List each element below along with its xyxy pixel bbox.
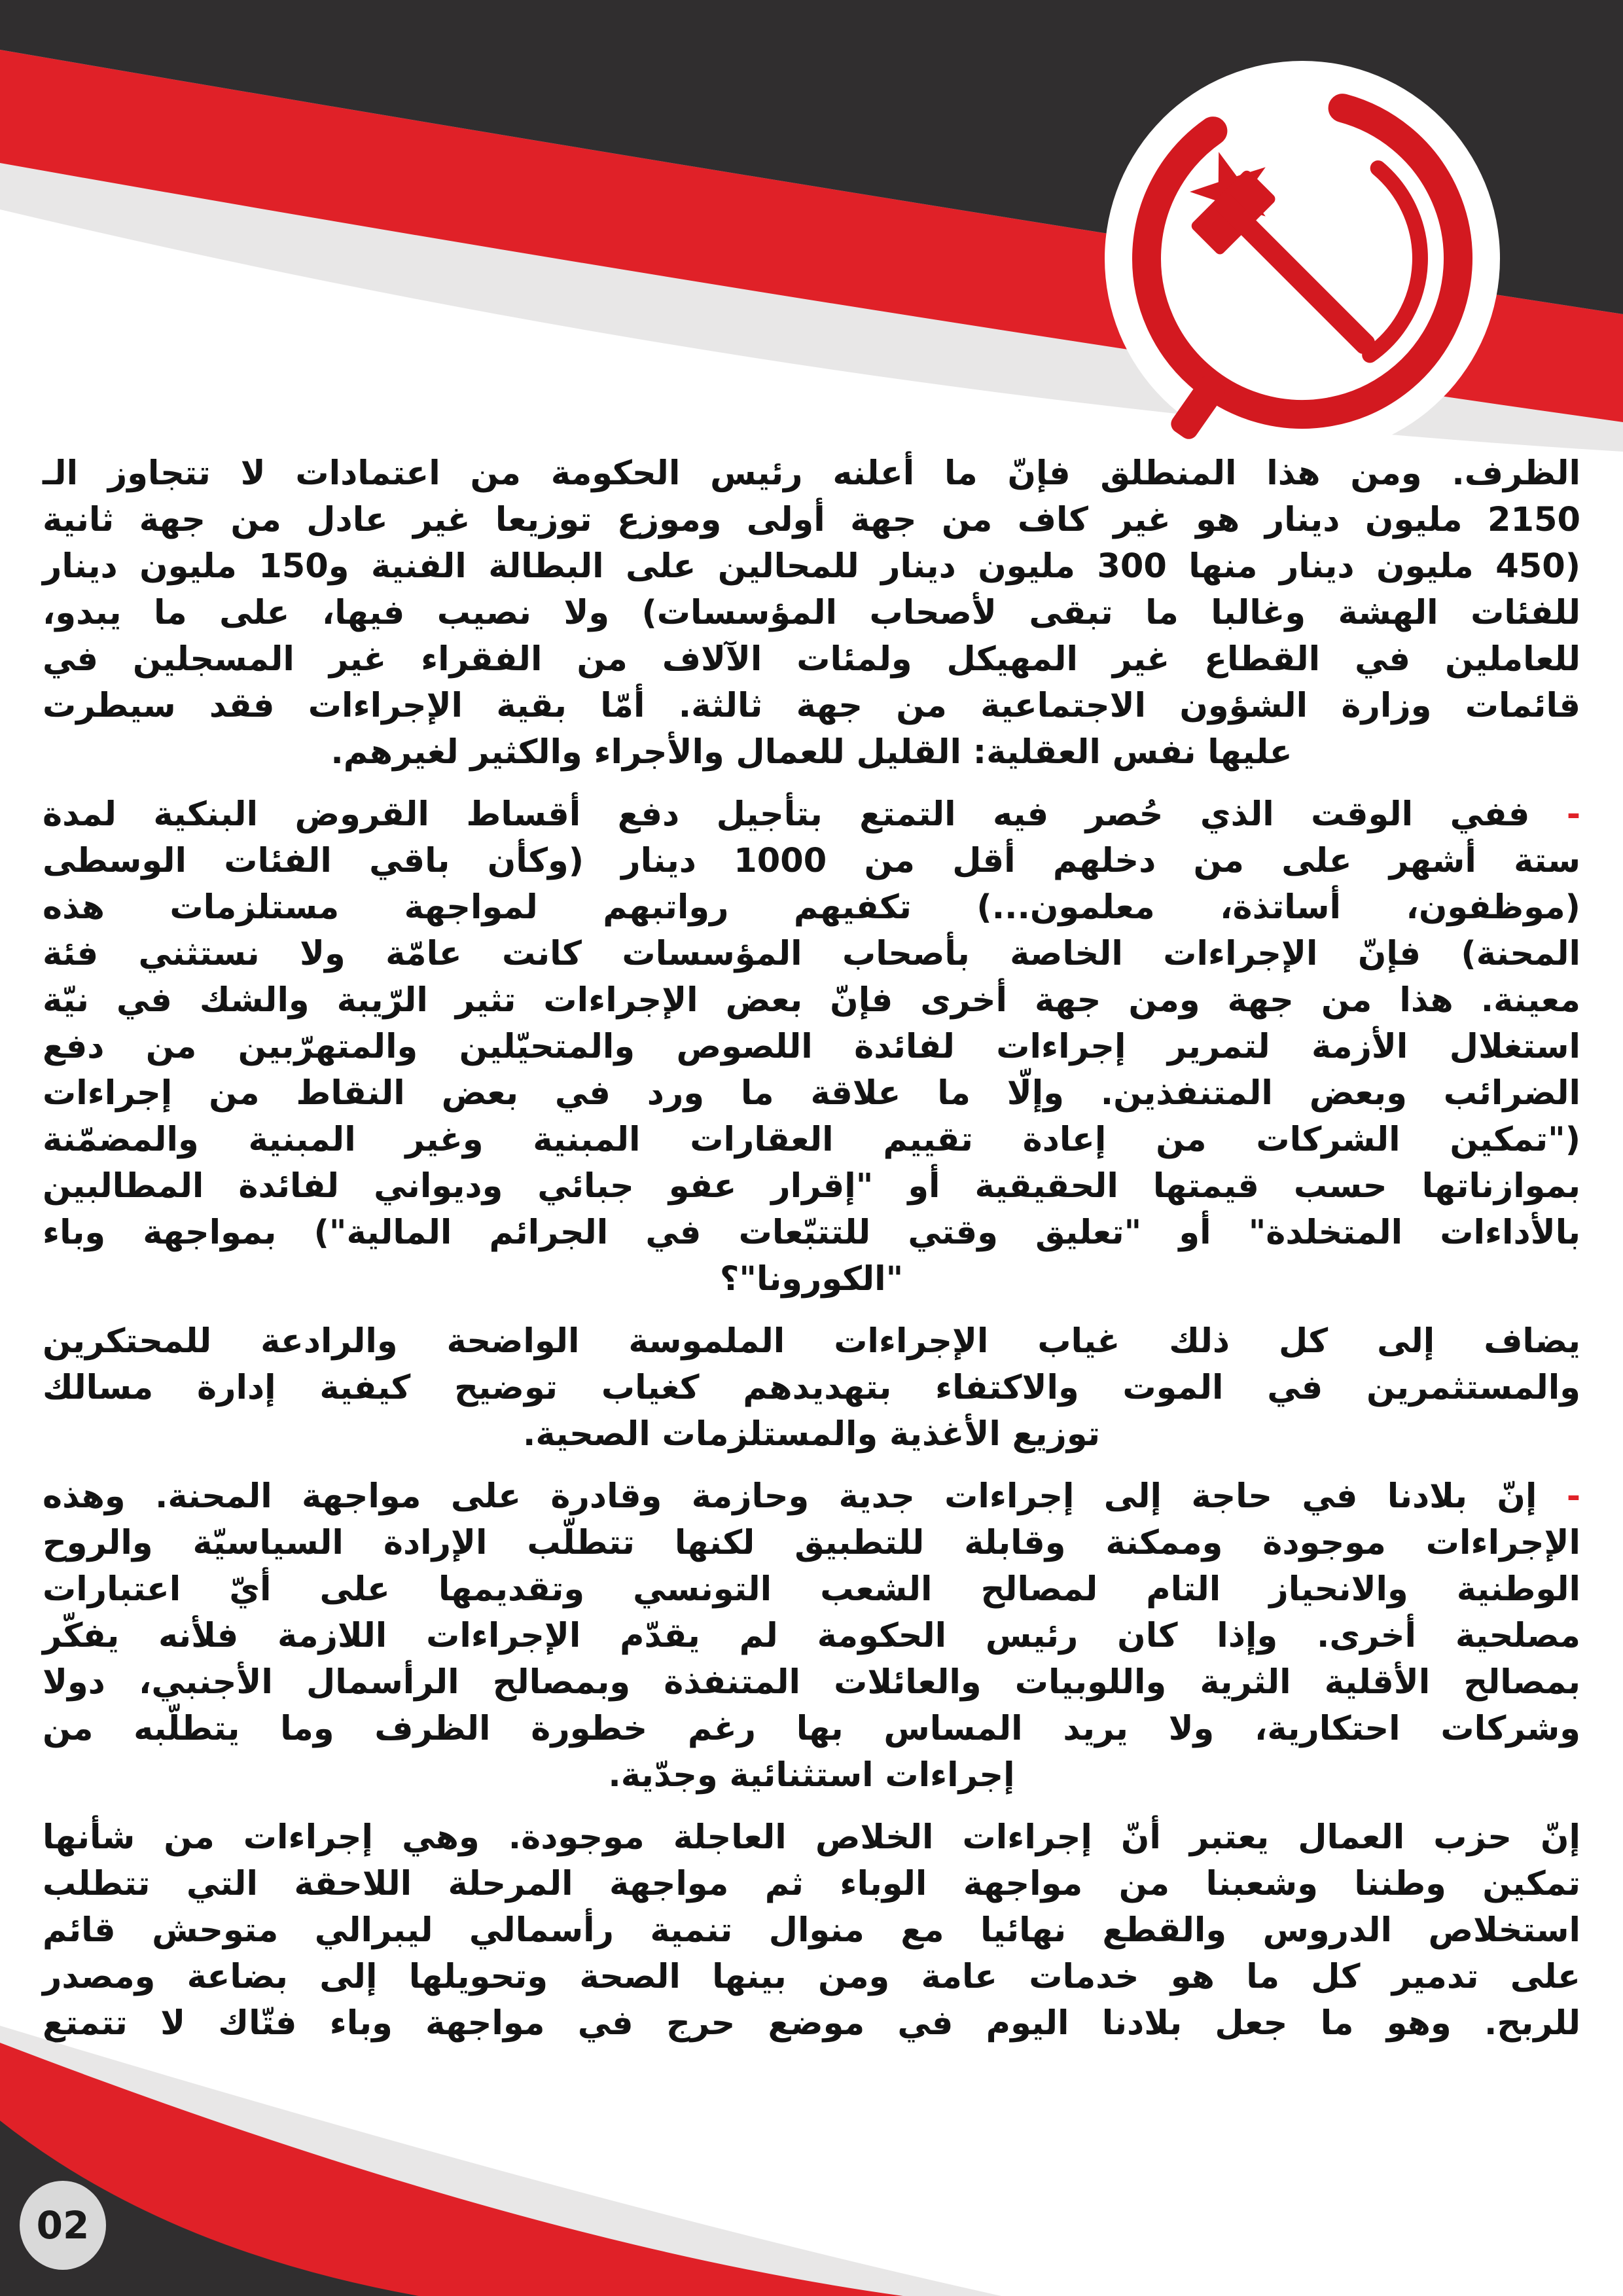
line-text: مصلحية أخرى. وإذا كان رئيس الحكومة لم يقدّم الإجراءات اللازمة فلأنه يفكّر: [43, 1617, 1580, 1655]
text-line: [43, 1907, 1580, 1954]
text-line: [43, 1210, 1580, 1256]
line-text: بمصالح الأقلية الثرية واللوبيات والعائلات المتنفذة وبمصالح الرأسمال الأجنبي، دولا: [43, 1663, 1580, 1702]
text-line: [43, 1814, 1580, 1861]
text-line: [43, 884, 1580, 931]
text-line: [43, 977, 1580, 1024]
line-text: الضرائب وبعض المتنفذين. وإلّا ما علاقة ما ورد في بعض النقاط من إجراءات: [43, 1074, 1580, 1113]
text-line: [43, 1473, 1580, 1520]
paragraph: [43, 450, 1580, 776]
text-line: [43, 1117, 1580, 1163]
line-text: إنّ بلادنا في حاجة إلى إجراءات جدية وحازمة وقادرة على مواجهة المحنة. وهذه: [43, 1477, 1537, 1516]
text-line: [43, 450, 1580, 497]
page-number-badge: [20, 2181, 106, 2270]
line-text: (450 مليون دينار منها 300 مليون دينار للمحالين على البطالة الفنية و150 مليون دينار: [43, 547, 1580, 586]
text-line: [43, 1752, 1580, 1799]
line-text: توزيع الأغذية والمستلزمات الصحية.: [522, 1415, 1101, 1454]
text-line: [43, 1163, 1580, 1210]
line-text: إنّ حزب العمال يعتبر أنّ إجراءات الخلاص العاجلة موجودة. وهي إجراءات من شأنها: [43, 1818, 1580, 1857]
text-line: [43, 1318, 1580, 1365]
line-text: (موظفون، أساتذة، معلمون...) تكفيهم رواتبهم لمواجهة مستلزمات هذه: [43, 888, 1580, 927]
line-text: الظرف. ومن هذا المنطلق فإنّ ما أعلنه رئيس الحكومة من اعتمادات لا تتجاوز الـ: [43, 454, 1580, 493]
text-content: [43, 450, 1580, 2047]
text-line: [43, 590, 1580, 636]
text-line: [43, 1659, 1580, 1706]
line-text: ستة أشهر على من دخلهم أقل من 1000 دينار (وكأن باقي الفئات الوسطى: [43, 842, 1580, 880]
text-line: [43, 1566, 1580, 1613]
red-dash: -: [1566, 1477, 1580, 1516]
text-line: [43, 1613, 1580, 1659]
line-text: بالأداءات المتخلدة" أو "تعليق وقتي للتتبّعات في الجرائم المالية") بمواجهة وباء: [43, 1213, 1580, 1252]
party-logo: [1105, 61, 1500, 456]
line-text: يضاف إلى كل ذلك غياب الإجراءات الملموسة الواضحة والرادعة للمحتكرين: [43, 1322, 1580, 1361]
line-text: للربح. وهو ما جعل بلادنا اليوم في موضع حرج في مواجهة وباء فتّاك لا تتمتع: [43, 2004, 1580, 2043]
line-text: للفئات الهشة وغالبا ما تبقى لأصحاب المؤسسات) ولا نصيب فيها، على ما يبدو،: [43, 594, 1580, 632]
text-line: [43, 1365, 1580, 1411]
paragraph: [43, 791, 1580, 1302]
text-line: [43, 636, 1580, 683]
line-text: ("تمكين الشركات من إعادة تقييم العقارات المبنية وغير المبنية والمضمّنة: [43, 1121, 1580, 1159]
text-line: [43, 1411, 1580, 1458]
line-text: 2150 مليون دينار هو غير كاف من جهة أولى وموزع توزيعا غير عادل من جهة ثانية: [43, 501, 1580, 539]
line-text: إجراءات استثنائية وجدّية.: [608, 1756, 1015, 1795]
text-line: [43, 1070, 1580, 1117]
line-text: معينة. هذا من جهة ومن جهة أخرى فإنّ بعض الإجراءات تثير الرّيبة والشك في نيّة: [43, 981, 1580, 1020]
text-line: [43, 543, 1580, 590]
line-text: بموازناتها حسب قيمتها الحقيقية أو "إقرار عفو جبائي وديواني لفائدة المطالبين: [43, 1167, 1580, 1206]
red-dash: -: [1566, 795, 1580, 834]
text-line: [43, 729, 1580, 776]
top-banner: [0, 0, 1623, 497]
logo-circle: [1105, 61, 1500, 456]
text-line: [43, 497, 1580, 543]
text-line: [43, 1256, 1580, 1302]
line-text: "الكورونا"؟: [719, 1260, 904, 1299]
line-text: تمكين وطننا وشعبنا من مواجهة الوباء ثم مواجهة المرحلة اللاحقة التي تتطلب: [43, 1865, 1580, 1903]
paragraph: [43, 1473, 1580, 1799]
text-line: [43, 683, 1580, 729]
line-text: الوطنية والانحياز التام لمصالح الشعب التونسي وتقديمها على أيّ اعتبارات: [43, 1570, 1580, 1609]
line-text: والمستثمرين في الموت والاكتفاء بتهديدهم كغياب توضيح كيفية إدارة مسالك: [43, 1369, 1580, 1407]
text-line: [43, 931, 1580, 977]
bottom-banner: [0, 1969, 1623, 2296]
line-text: استغلال الأزمة لتمرير إجراءات لفائدة اللصوص والمتحيّلين والمتهرّبين من دفع: [43, 1028, 1580, 1066]
line-text: وشركات احتكارية، ولا يريد المساس بها رغم خطورة الظرف وما يتطلّبه من: [43, 1710, 1580, 1748]
text-line: [43, 1706, 1580, 1752]
line-text: قائمات وزارة الشؤون الاجتماعية من جهة ثالثة. أمّا بقية الإجراءات فقد سيطرت: [43, 687, 1580, 725]
text-line: [43, 838, 1580, 884]
page-number: 02: [36, 2203, 90, 2248]
line-text: على تدمير كل ما هو خدمات عامة ومن بينها الصحة وتحويلها إلى بضاعة ومصدر: [43, 1958, 1580, 1996]
text-line: [43, 1520, 1580, 1566]
text-line: [43, 1024, 1580, 1070]
line-text: الإجراءات موجودة وممكنة وقابلة للتطبيق لكنها تتطلّب الإرادة السياسيّة والروح: [43, 1524, 1580, 1562]
line-text: عليها نفس العقلية: القليل للعمال والأجراء والكثير لغيرهم.: [330, 733, 1293, 772]
text-line: [43, 1861, 1580, 1907]
line-text: للعاملين في القطاع غير المهيكل ولمئات الآلاف من الفقراء غير المسجلين في: [43, 640, 1580, 679]
line-text: المحنة) فإنّ الإجراءات الخاصة بأصحاب المؤسسات كانت عامّة ولا نستثني فئة: [43, 935, 1580, 973]
line-text: ففي الوقت الذي حُصر فيه التمتع بتأجيل دفع أقساط القروض البنكية لمدة: [43, 795, 1530, 834]
paragraph: [43, 1318, 1580, 1458]
text-line: [43, 791, 1580, 838]
line-text: استخلاص الدروس والقطع نهائيا مع منوال تنمية رأسمالي ليبرالي متوحش قائم: [43, 1911, 1580, 1950]
